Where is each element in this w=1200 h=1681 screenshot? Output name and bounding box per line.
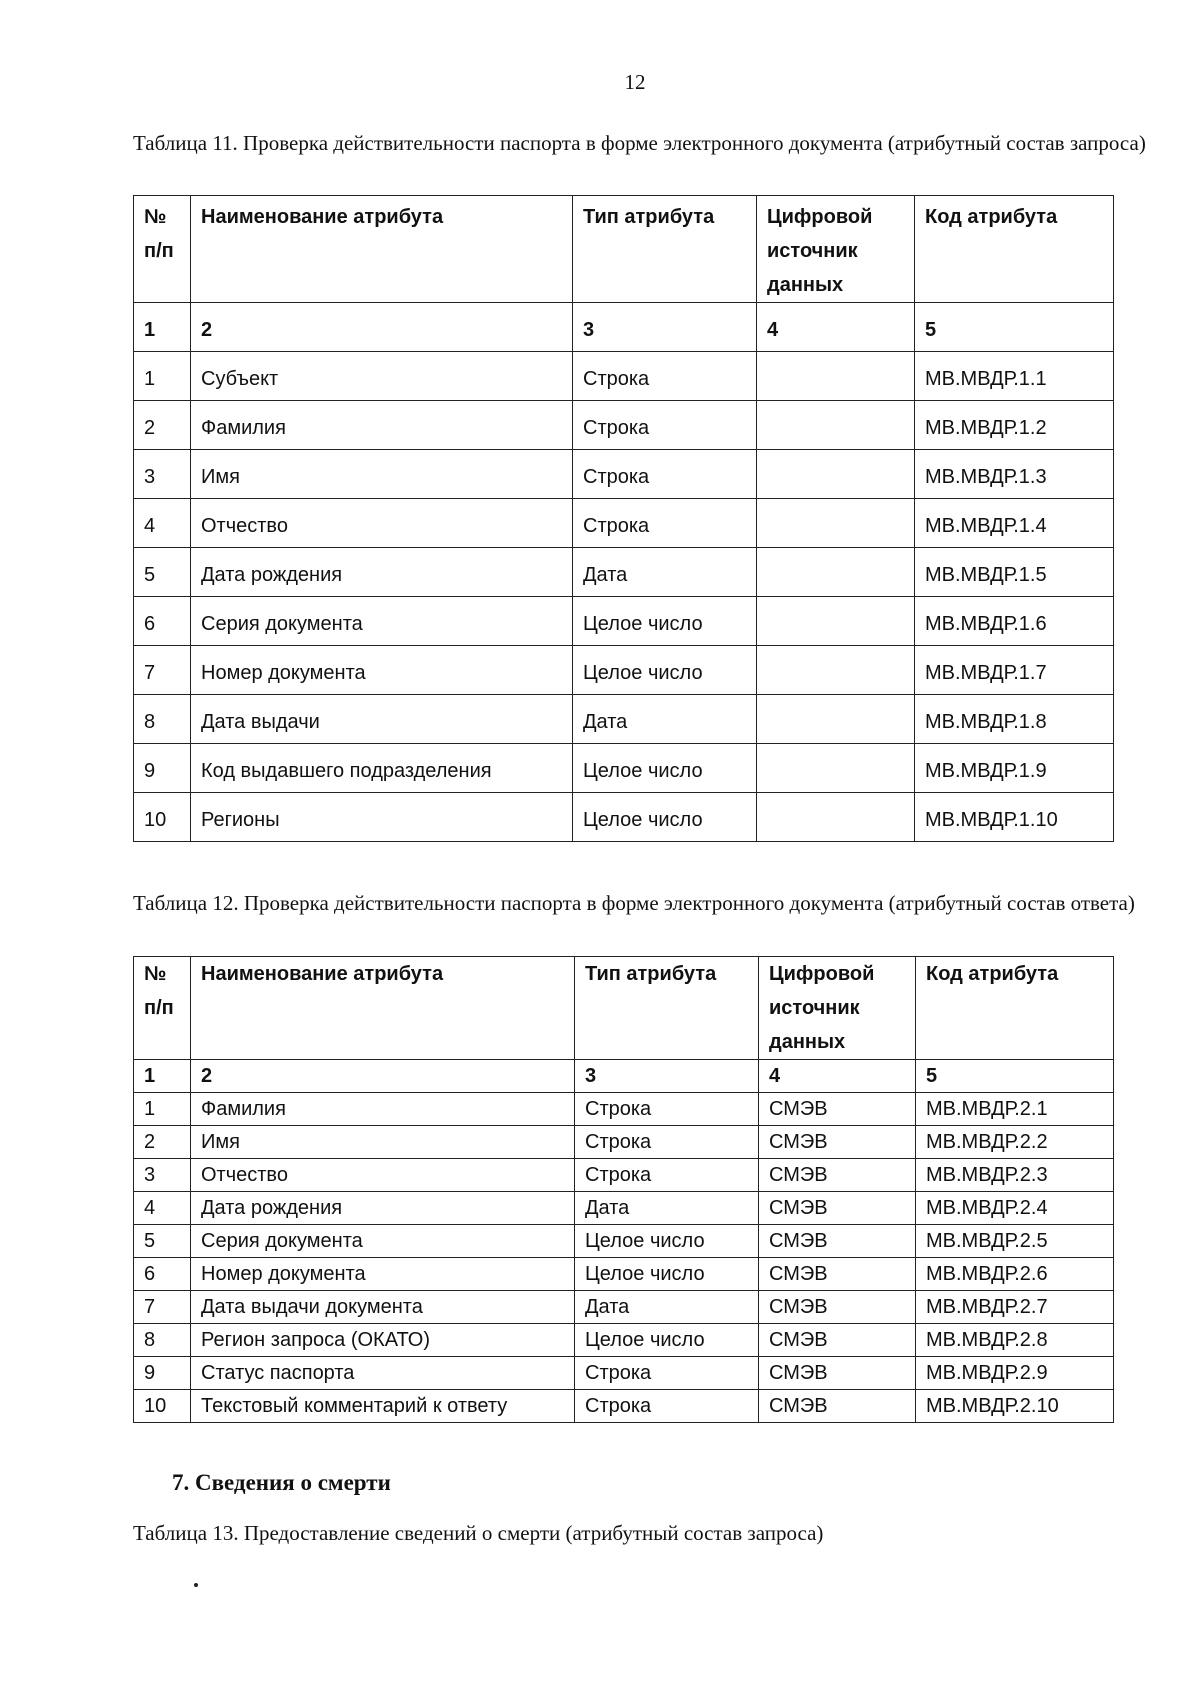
table-cell: МВ.МВДР.1.9 — [915, 744, 1114, 793]
table-row — [134, 548, 1114, 597]
table12-header-cell: Наименование атрибута — [191, 957, 575, 1060]
table-cell: МВ.МВДР.1.5 — [915, 548, 1114, 597]
table-row — [134, 1291, 1114, 1324]
table-cell: 2 — [134, 1126, 191, 1159]
table-cell: Дата рождения — [191, 1192, 575, 1225]
table-cell: Дата — [575, 1192, 759, 1225]
table-row — [134, 646, 1114, 695]
table11-header-cell: Наименование атрибута — [191, 196, 573, 303]
table-cell: СМЭВ — [759, 1324, 916, 1357]
table12-header-cell: Тип атрибута — [575, 957, 759, 1060]
table-cell: 10 — [134, 1390, 191, 1423]
table-cell — [757, 450, 915, 499]
table-row — [134, 695, 1114, 744]
table-cell: МВ.МВДР.1.10 — [915, 793, 1114, 842]
table-row — [134, 597, 1114, 646]
table13-caption: Таблица 13. Предоставление сведений о смерти (атрибутный состав запроса) — [133, 1521, 824, 1545]
table-cell: Целое число — [573, 597, 757, 646]
table-cell: Статус паспорта — [191, 1357, 575, 1390]
table11-header-cell: Код атрибута — [915, 196, 1114, 303]
table-cell: МВ.МВДР.2.9 — [916, 1357, 1114, 1390]
table-cell: Строка — [575, 1357, 759, 1390]
table12-caption: Таблица 12. Проверка действительности паспорта в форме электронного документа (атрибутный состав ответа) — [133, 891, 1135, 915]
table-cell: Код выдавшего подразделения — [191, 744, 573, 793]
table11-numbering-row — [134, 303, 1114, 352]
table-row — [134, 744, 1114, 793]
table-cell: Серия документа — [191, 1225, 575, 1258]
table-cell: Строка — [573, 499, 757, 548]
table-row — [134, 1192, 1114, 1225]
table-cell: Дата выдачи — [191, 695, 573, 744]
table11-caption: Таблица 11. Проверка действительности паспорта в форме электронного документа (атрибутный состав запроса) — [133, 131, 1146, 155]
table-cell: 4 — [134, 1192, 191, 1225]
table-row — [134, 1258, 1114, 1291]
table-cell: МВ.МВДР.2.5 — [916, 1225, 1114, 1258]
table-cell: 1 — [134, 1093, 191, 1126]
table-cell: Строка — [573, 450, 757, 499]
table-cell: 8 — [134, 695, 191, 744]
table-cell: 5 — [134, 548, 191, 597]
table-cell: Дата выдачи документа — [191, 1291, 575, 1324]
table-cell: СМЭВ — [759, 1291, 916, 1324]
table-cell — [757, 597, 915, 646]
table-cell: 7 — [134, 1291, 191, 1324]
table-cell: Строка — [575, 1126, 759, 1159]
table11-header-cell: Цифровой источник данных — [757, 196, 915, 303]
table-cell: МВ.МВДР.1.1 — [915, 352, 1114, 401]
table11-header-cell: № п/п — [134, 196, 191, 303]
section-heading: 7. Сведения о смерти — [172, 1470, 391, 1495]
table-row — [134, 1093, 1114, 1126]
table-row — [134, 1324, 1114, 1357]
table-cell: СМЭВ — [759, 1225, 916, 1258]
table-cell: Целое число — [573, 793, 757, 842]
numbering-cell: 4 — [759, 1060, 916, 1093]
table-cell: Строка — [575, 1390, 759, 1423]
table-cell: МВ.МВДР.1.3 — [915, 450, 1114, 499]
table-cell — [757, 646, 915, 695]
table-cell: МВ.МВДР.1.8 — [915, 695, 1114, 744]
table-cell: Строка — [573, 401, 757, 450]
table-cell: 6 — [134, 597, 191, 646]
page-number: 12 — [624, 70, 646, 94]
table-cell — [757, 793, 915, 842]
table-cell: СМЭВ — [759, 1159, 916, 1192]
table-row — [134, 1225, 1114, 1258]
table-row — [134, 1357, 1114, 1390]
table-cell: МВ.МВДР.1.6 — [915, 597, 1114, 646]
table-cell: Фамилия — [191, 401, 573, 450]
table-cell: МВ.МВДР.1.4 — [915, 499, 1114, 548]
table-cell: Номер документа — [191, 646, 573, 695]
table-cell: Имя — [191, 450, 573, 499]
numbering-cell: 1 — [134, 303, 191, 352]
numbering-cell: 4 — [757, 303, 915, 352]
numbering-cell: 2 — [191, 303, 573, 352]
table-row — [134, 401, 1114, 450]
numbering-cell: 5 — [916, 1060, 1114, 1093]
table-cell: СМЭВ — [759, 1093, 916, 1126]
table12-header-cell: Цифровой источник данных — [759, 957, 916, 1060]
table-cell: МВ.МВДР.2.7 — [916, 1291, 1114, 1324]
table-cell: Дата — [575, 1291, 759, 1324]
table-cell: СМЭВ — [759, 1390, 916, 1423]
table-cell — [757, 744, 915, 793]
table-cell: Строка — [573, 352, 757, 401]
table-cell: Целое число — [575, 1324, 759, 1357]
table-cell: Имя — [191, 1126, 575, 1159]
table-cell — [757, 401, 915, 450]
table-cell: СМЭВ — [759, 1126, 916, 1159]
table11 — [133, 195, 1114, 842]
table-cell: МВ.МВДР.2.8 — [916, 1324, 1114, 1357]
table11-header-cell: Тип атрибута — [573, 196, 757, 303]
numbering-cell: 1 — [134, 1060, 191, 1093]
table-row — [134, 499, 1114, 548]
table-cell — [757, 352, 915, 401]
table-cell: МВ.МВДР.2.6 — [916, 1258, 1114, 1291]
table-cell: Целое число — [573, 744, 757, 793]
table-cell: 9 — [134, 1357, 191, 1390]
table-cell: МВ.МВДР.2.4 — [916, 1192, 1114, 1225]
table-cell — [757, 548, 915, 597]
numbering-cell: 3 — [575, 1060, 759, 1093]
table-cell: СМЭВ — [759, 1357, 916, 1390]
table-row — [134, 1126, 1114, 1159]
table-cell: Целое число — [575, 1258, 759, 1291]
table-cell: 7 — [134, 646, 191, 695]
table12-header-cell: № п/п — [134, 957, 191, 1060]
table-cell: МВ.МВДР.2.2 — [916, 1126, 1114, 1159]
table-cell: Дата рождения — [191, 548, 573, 597]
table-cell: СМЭВ — [759, 1192, 916, 1225]
table-cell: Отчество — [191, 499, 573, 548]
table11-header-row — [134, 196, 1114, 303]
table-cell: 4 — [134, 499, 191, 548]
table-cell: 10 — [134, 793, 191, 842]
table12 — [133, 956, 1114, 1423]
table-row — [134, 793, 1114, 842]
table-cell: 1 — [134, 352, 191, 401]
table-cell: Целое число — [575, 1225, 759, 1258]
table-row — [134, 1390, 1114, 1423]
table-cell: 8 — [134, 1324, 191, 1357]
stray-dot — [194, 1583, 198, 1587]
numbering-cell: 5 — [915, 303, 1114, 352]
table12-header-cell: Код атрибута — [916, 957, 1114, 1060]
table-row — [134, 450, 1114, 499]
table-cell: МВ.МВДР.2.10 — [916, 1390, 1114, 1423]
table-cell: 3 — [134, 450, 191, 499]
table-cell: Субъект — [191, 352, 573, 401]
table-cell: Отчество — [191, 1159, 575, 1192]
table-cell: МВ.МВДР.1.7 — [915, 646, 1114, 695]
table-cell: Номер документа — [191, 1258, 575, 1291]
table-cell: 6 — [134, 1258, 191, 1291]
table12-numbering-row — [134, 1060, 1114, 1093]
table-cell: СМЭВ — [759, 1258, 916, 1291]
table-row — [134, 352, 1114, 401]
table-cell: Целое число — [573, 646, 757, 695]
table-cell: Строка — [575, 1093, 759, 1126]
table-cell: 5 — [134, 1225, 191, 1258]
table-cell — [757, 499, 915, 548]
table-cell: 9 — [134, 744, 191, 793]
table-cell: Строка — [575, 1159, 759, 1192]
table-cell: Фамилия — [191, 1093, 575, 1126]
table-row — [134, 1159, 1114, 1192]
table-cell: Регион запроса (ОКАТО) — [191, 1324, 575, 1357]
numbering-cell: 3 — [573, 303, 757, 352]
table-cell — [757, 695, 915, 744]
table-cell: Дата — [573, 548, 757, 597]
table-cell: 3 — [134, 1159, 191, 1192]
table-cell: МВ.МВДР.2.3 — [916, 1159, 1114, 1192]
table-cell: МВ.МВДР.1.2 — [915, 401, 1114, 450]
table12-header-row — [134, 957, 1114, 1060]
table-cell: Дата — [573, 695, 757, 744]
table-cell: Серия документа — [191, 597, 573, 646]
table-cell: Текстовый комментарий к ответу — [191, 1390, 575, 1423]
numbering-cell: 2 — [191, 1060, 575, 1093]
table-cell: Регионы — [191, 793, 573, 842]
table-cell: МВ.МВДР.2.1 — [916, 1093, 1114, 1126]
table-cell: 2 — [134, 401, 191, 450]
